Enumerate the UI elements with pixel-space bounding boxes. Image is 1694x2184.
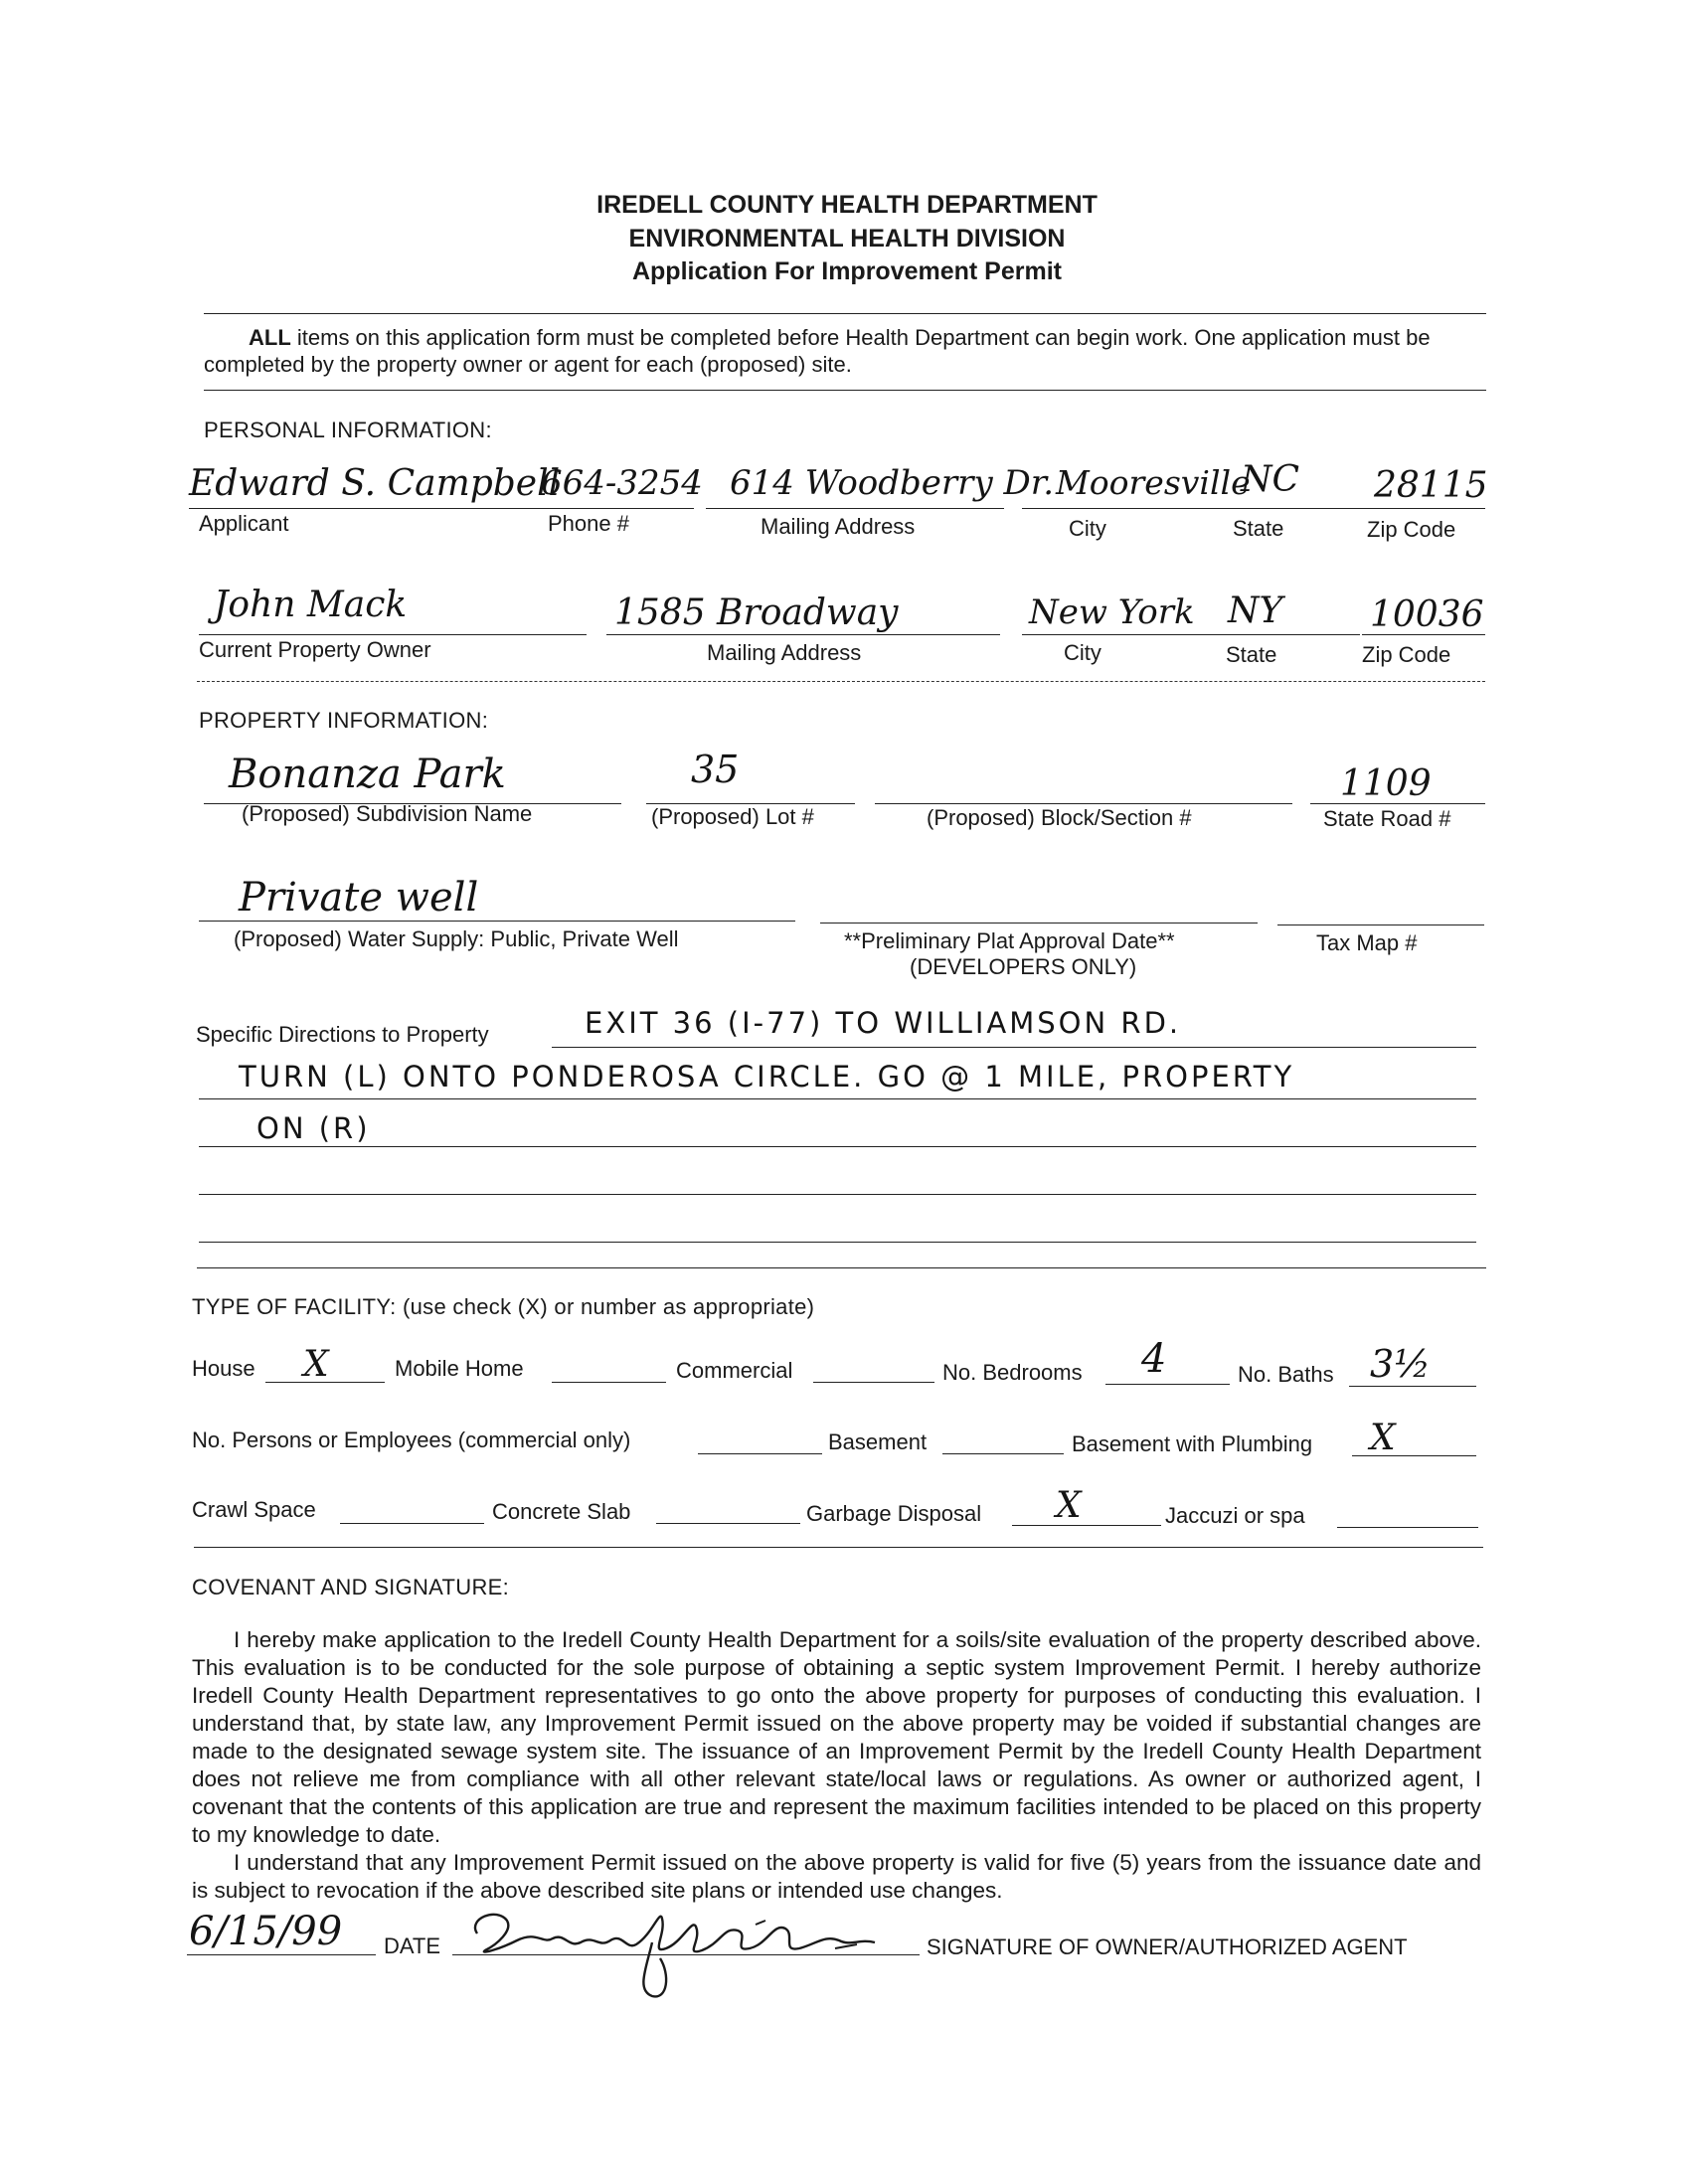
crawl-label: Crawl Space <box>192 1497 316 1522</box>
lot-label: (Proposed) Lot # <box>651 804 814 829</box>
slab-line <box>656 1523 800 1524</box>
applicant-city-value: Mooresville <box>1056 463 1251 502</box>
owner-zip-underline <box>1362 634 1485 635</box>
garbage-value: X <box>1056 1485 1082 1526</box>
applicant-underline <box>189 508 694 509</box>
owner-address-value: 1585 Broadway <box>614 592 899 633</box>
owner-zip-label: Zip Code <box>1362 642 1451 667</box>
commercial-label: Commercial <box>676 1358 793 1383</box>
applicant-phone-value: 664-3254 <box>541 463 703 503</box>
mobile-label: Mobile Home <box>395 1356 524 1381</box>
directions-line-3: ON (R) <box>256 1111 371 1145</box>
basement-label: Basement <box>828 1429 928 1454</box>
directions-underline-2 <box>199 1098 1476 1099</box>
address-underline <box>706 508 1004 509</box>
city-underline <box>1022 508 1360 509</box>
basement-plumbing-label: Basement with Plumbing <box>1072 1431 1313 1456</box>
owner-underline <box>199 634 587 635</box>
house-label: House <box>192 1356 255 1381</box>
property-divider <box>197 1267 1486 1268</box>
property-heading: PROPERTY INFORMATION: <box>199 708 489 733</box>
covenant-heading: COVENANT AND SIGNATURE: <box>192 1575 510 1599</box>
crawl-line <box>340 1523 484 1524</box>
personal-heading: PERSONAL INFORMATION: <box>204 418 492 442</box>
slab-label: Concrete Slab <box>492 1499 631 1524</box>
signature-label: SIGNATURE OF OWNER/AUTHORIZED AGENT <box>927 1934 1408 1959</box>
date-line <box>187 1954 376 1955</box>
jaccuzi-line <box>1337 1527 1478 1528</box>
department-title: IREDELL COUNTY HEALTH DEPARTMENT <box>596 191 1098 219</box>
state-label: State <box>1233 516 1284 541</box>
owner-label: Current Property Owner <box>199 637 431 662</box>
applicant-label: Applicant <box>199 511 289 536</box>
instructions <box>204 324 1486 378</box>
instructions-text: items on this application form must be completed before Health Department can begin work. One application must be completed by the property owner or agent for each (proposed) site. <box>204 325 1431 377</box>
signature-image <box>457 1879 925 2008</box>
phone-label: Phone # <box>548 511 629 536</box>
applicant-state-value: NC <box>1241 459 1300 500</box>
instructions-rule <box>204 390 1486 391</box>
covenant-paragraph-2: I understand that any Improvement Permit issued on the above property is valid for five (5) years from the issuance date and is subject to revocation if the above described site plans or intended use changes. <box>192 1850 1481 1903</box>
basement-plumbing-value: X <box>1370 1418 1396 1458</box>
facility-heading: TYPE OF FACILITY: (use check (X) or number as appropriate) <box>192 1294 815 1319</box>
directions-line-1: EXIT 36 (I-77) TO WILLIAMSON RD. <box>585 1006 1182 1040</box>
zip-label: Zip Code <box>1367 517 1456 542</box>
instructions-bold: ALL <box>249 325 291 350</box>
garbage-line <box>1012 1525 1161 1526</box>
water-label: (Proposed) Water Supply: Public, Private Well <box>234 926 679 951</box>
directions-label: Specific Directions to Property <box>196 1022 489 1047</box>
directions-line-2: TURN (L) ONTO PONDEROSA CIRCLE. GO @ 1 MILE, PROPERTY <box>239 1060 1295 1093</box>
header-rule <box>204 313 1486 314</box>
block-label: (Proposed) Block/Section # <box>927 805 1192 830</box>
baths-line <box>1349 1386 1476 1387</box>
persons-line <box>698 1453 822 1454</box>
jaccuzi-label: Jaccuzi or spa <box>1165 1503 1305 1528</box>
owner-state-label: State <box>1226 642 1277 667</box>
applicant-name-value: Edward S. Campbell <box>189 463 561 504</box>
date-value: 6/15/99 <box>189 1909 343 1954</box>
baths-value: 3½ <box>1370 1342 1432 1386</box>
covenant-text <box>192 1626 1481 1905</box>
garbage-label: Garbage Disposal <box>806 1501 982 1526</box>
basement-line <box>942 1453 1064 1454</box>
state-road-label: State Road # <box>1323 806 1451 831</box>
bedrooms-label: No. Bedrooms <box>942 1360 1083 1385</box>
city-label: City <box>1069 516 1106 541</box>
date-label: DATE <box>384 1933 441 1958</box>
lot-value: 35 <box>691 748 740 791</box>
bedrooms-value: 4 <box>1141 1336 1167 1382</box>
zip-underline <box>1348 508 1485 509</box>
plat-label: **Preliminary Plat Approval Date** <box>844 928 1175 953</box>
personal-divider <box>197 681 1485 682</box>
baths-label: No. Baths <box>1238 1362 1334 1387</box>
mobile-line <box>552 1382 666 1383</box>
tax-underline <box>1277 924 1484 925</box>
covenant-paragraph-1: I hereby make application to the Iredell County Health Department for a soils/site evaluation of the property described above. This evaluation is to be conducted for the sole purpose of obtaining a septic system Improvement Permit. I hereby authorize Iredell County Health Department representatives to go onto the above property for purposes of conducting this evaluation. I understand that, by state law, any Improvement Permit issued on the above property may be voided if substantial changes are made to the designated sewage system site. The issuance of an Improvement Permit by the Iredell County Health Department does not relieve me from compliance with all other relevant state/local laws or regulations. As owner or authorized agent, I covenant that the contents of this application are true and represent the maximum facilities intended to be placed on this property to my knowledge to date. <box>192 1627 1481 1847</box>
plat-sublabel: (DEVELOPERS ONLY) <box>910 954 1137 979</box>
directions-underline-4 <box>199 1194 1476 1195</box>
directions-underline-1 <box>552 1047 1476 1048</box>
owner-name-value: John Mack <box>214 585 408 625</box>
owner-address-underline <box>606 634 1000 635</box>
owner-zip-value: 10036 <box>1370 594 1484 635</box>
persons-label: No. Persons or Employees (commercial only) <box>192 1428 631 1452</box>
owner-state-value: NY <box>1228 590 1283 631</box>
applicant-zip-value: 28115 <box>1374 465 1488 506</box>
form-title: Application For Improvement Permit <box>631 257 1062 285</box>
owner-city-value: New York <box>1029 592 1195 632</box>
applicant-address-value: 614 Woodberry Dr. <box>730 463 1055 503</box>
state-road-value: 1109 <box>1340 763 1432 804</box>
owner-mailing-label: Mailing Address <box>707 640 862 665</box>
division-title: ENVIRONMENTAL HEALTH DIVISION <box>628 225 1066 252</box>
tax-label: Tax Map # <box>1316 930 1418 955</box>
state-road-underline <box>1310 803 1485 804</box>
house-value: X <box>303 1344 329 1385</box>
bedrooms-line <box>1105 1384 1230 1385</box>
owner-city-label: City <box>1064 640 1101 665</box>
water-underline <box>199 921 795 922</box>
mailing-label: Mailing Address <box>761 514 916 539</box>
block-underline <box>875 803 1292 804</box>
facility-divider <box>194 1547 1483 1548</box>
water-supply-value: Private well <box>239 875 479 921</box>
owner-city-underline <box>1022 634 1360 635</box>
directions-underline-5 <box>199 1242 1476 1243</box>
plat-underline <box>820 923 1258 924</box>
directions-underline-3 <box>199 1146 1476 1147</box>
subdivision-label: (Proposed) Subdivision Name <box>242 801 533 826</box>
subdivision-value: Bonanza Park <box>229 752 506 797</box>
commercial-line <box>813 1382 934 1383</box>
